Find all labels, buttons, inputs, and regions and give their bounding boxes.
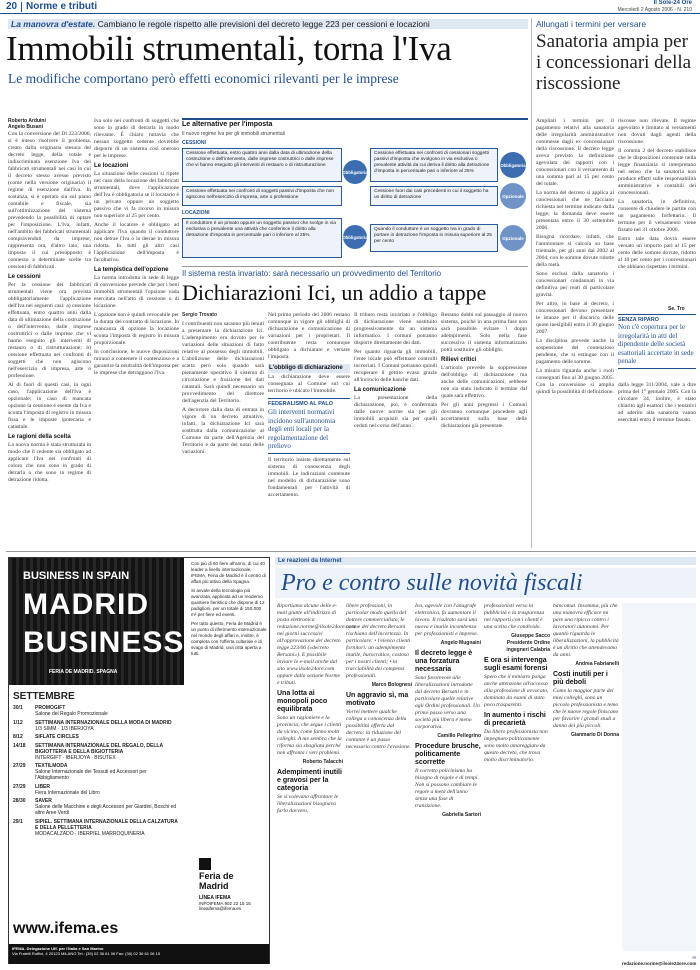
ad-banner <box>9 558 184 685</box>
riparo-text: Non c'è copertura per le irregolarità in atti del dipendente delle società esattoriali accertate in sede penale <box>618 323 694 365</box>
main-paragraph: In conclusione, le nuove disposizioni mirano a contenere il contenzioso e a garantire la neutralità dell'imposta per le imprese che detraggono l'Iva. <box>94 349 179 376</box>
ici-paragraph: Nel primo periodo del 2006 restano comunque in vigore gli obblighi di dichiarazione e comunicazione di variazioni per i proprietari. Il contribuente resta comunque obbligato a dichiarare e versare l'imposta. <box>268 312 350 360</box>
letter-body: bancomat. Insomma, più che una manovra efficace mi pare una ripicca contro i lavoratori autonomi. Per quanto riguarda le liberalizzazioni, la pubblicità è un diritto che attendevamo da anni. <box>553 603 619 658</box>
case-text: Cessione effettuata, entro quattro anni dalla data di ultimazione della costruzione o dell'intervento, dalle imprese costruttrici o dalle imprese che vi hanno eseguito gli interventi di restauro o di ristrutturazione <box>186 151 334 168</box>
side-paragraph: Il comma 2 del decreto stabilisce che le disposizioni contenute nella legge finanziaria si interpretano nel senso che la sanatoria non produce effetti sulle responsabilità amministrative e contabili dei concessionari. <box>618 148 696 196</box>
letter-body: Da libero professionista non impegnato politicamente sono molto amareggiato da questo decreto, che trova molto discriminatorio. <box>484 729 548 763</box>
event-body <box>35 784 100 796</box>
subhead-opzione: La tempistica dell'opzione <box>94 267 169 273</box>
event-row <box>13 798 181 816</box>
cessione-case-2 <box>182 186 342 206</box>
ad-text: Si avvale della tecnologia più avanzata, applicata ad un moderno quartiere fieristico che dispone di 12 padiglioni, per un totale di 150.000 m² per fiere ed eventi. <box>191 588 265 617</box>
kicker-label: La manovra d'estate. <box>11 19 96 29</box>
ici-paragraph: Il territorio insiste direttamente sul sistema di conoscenza degli immobili. Le indicazioni contenute nel modello di dichiarazione sono fondamentali per l'attività di accertamento. <box>268 456 350 498</box>
event-row <box>13 720 181 732</box>
event-date: 1/12 <box>13 719 23 726</box>
fiscal-right-strip <box>622 603 696 951</box>
letter-title: E ora si intervenga sugli esami forensi <box>484 657 548 672</box>
letter-body: Se si volevano affrontare le liberalizzazioni bisognava farlo davvero. <box>277 794 339 814</box>
side-paragraph: Bisogna ricordare, infatti, che l'ammontare si calcola su base triennale, per gli anni dal 2002 al 2004, con le somme dovute ridotte della metà. <box>536 234 614 268</box>
kicker-text: Cambiano le regole rispetto alle previsioni del decreto legge 223 per cessioni e locazioni <box>97 19 430 29</box>
fiscal-column-5 <box>553 603 619 967</box>
ici-kicker: Il sistema resta invariato: sarà necessario un provvedimento del Territorio <box>182 266 528 278</box>
main-column-2 <box>94 118 179 549</box>
event-date: 14/18 <box>13 742 26 749</box>
event-title: LIBER <box>35 783 50 790</box>
ici-paragraph: La dichiarazione deve essere consegnata al Comune sul cui territorio è ubicato l'immobile. <box>268 374 350 394</box>
subhead-rilievi: Rilievi critici <box>441 357 477 363</box>
letter-title: Un aggravio sì, ma motivato <box>346 692 409 707</box>
letter-title: Una lotta ai monopoli poco equilibrata <box>277 690 328 713</box>
side-divider <box>531 18 532 548</box>
side-paragraph: Ampliati i termini per il pagamento relativi alla sanatoria delle irregolarità amministrative commesse dagli ex concessionari della riscossione. Il decreto legge aveva previsto la definizione agevolata dei rapporti con i concessionari con il versamento di una somma pari al 15 per cento del totale. <box>536 118 614 187</box>
side-paragraph: dalla legge 311/2004, vale a dire prima del 1° gennaio 2005. Con la circolare 34, inoltre, è stato chiarito agli esattori che i tentativi ad aderire alla sanatoria vanno esercitati entro il termine fissato. <box>618 382 696 423</box>
opzionale-tag <box>500 225 526 251</box>
opzionale-tag <box>500 183 526 209</box>
main-paragraph: Con la conversione del Dl 223/2006, si è inteso risolvere il problema, creato dalla originaria stesura del decreto legge, della totale e indiscriminata esenzione Iva dei fabbricati strumentali nei casi in cui il decreto stesso avesse previsto (come nella versione originaria) il regime di esenzione dall'Iva. In sostanza, si è operato sia sul piano contabile e fiscale, sia sull'ottimizzazione del sistema prevedendo la possibilità di optare per l'imposizione. L'Iva, infatti, nell'ambito dei fabbricati strumentali compravenduti da imprese, rappresenta ora, d'altro lato, una imposta il cui presupposto è connesso a determinate scelte tra cessioni di fabbricati. <box>8 131 91 270</box>
letter-author: Camillo Pellegrino <box>437 733 481 739</box>
event-body <box>35 763 181 781</box>
ad-text: Per tutto questo, Feria de Madrid è un punto di riferimento internazionale nel mondo degli affari e, inoltre, è completa con l'offerta culturale e di svago di Madrid, una città aperta a tutti. <box>191 621 267 656</box>
event-body <box>35 819 181 837</box>
side-paragraph: La misura riguarda anche i ruoli consegnati fino al 30 giugno 2005. Con la conversione si amplia quindi la possibilità di definizione. <box>536 368 614 395</box>
section-title: Norme e tributi <box>26 1 98 12</box>
event-title: TEXTILMODA <box>35 763 68 769</box>
feria-logo <box>199 858 265 911</box>
event-date: 29/1 <box>13 818 23 825</box>
tag-label: Opzionale <box>502 235 524 241</box>
case-text: Quando il conduttore è un soggetto Iva in grado di portare in detrazione l'imposta in misura superiore al 25 per cento <box>374 227 492 244</box>
letter-author: Marco Bolognesi <box>371 682 412 688</box>
side-column-2-bottom <box>618 382 696 548</box>
event-subtitle: INTERGIFT · IBERJOYA · BISUTEX <box>35 754 116 761</box>
letter-body: Vorrei mettere qualche collega a conoscenza della possibilità offerta dal decreto: la riduzione del contante è un passo necessario contro l'evasione. <box>346 709 411 750</box>
ici-paragraph: Restano dubbi sul passaggio al nuovo sistema, poiché in una prima fase non sarà possibile evitare i doppi adempimenti. Solo nella fase successiva il sistema informatizzato potrà sostituire gli obblighi. <box>441 312 527 353</box>
letter-author: Angelo Mugnaini <box>440 640 481 646</box>
letter-body: libere professioni, in particolar modo quella del dottore commercialista, le norme del decreto Bersani rischiano dell'incertezza. In particolare: • l'elenco clienti fornitori: un adempimento inutile, burocratico, costoso per i nostri clienti; • la tracciabilità dei compensi professionali. <box>346 603 411 679</box>
ici-column-2 <box>268 312 350 549</box>
event-subtitle: Salone Internazionale dei Tessuti ed Accessori per l'Abbigliamento <box>35 769 147 781</box>
fiscal-email-footer <box>622 955 696 966</box>
events-month: SETTEMBRE <box>13 691 75 702</box>
side-paragraph: Entro tale data dovrà essere versato un importo pari al 15 per cento delle somme dovute, ridotto al 10 per cento per i concessionari che abbiano rispettato i termini. <box>618 236 696 270</box>
ifema-footer <box>9 944 269 964</box>
ici-paragraph: I contribuenti non saranno più tenuti a presentare la dichiarazione Ici. L'adempimento era dovuto per le variazioni delle situazioni di fatto relative al possesso degli immobili. L'abolizione delle dichiarazioni scatta però solo quando sarà pienamente operativo il sistema di circolazione e fruizione dei dati catastali. Sarà quindi necessario un provvedimento del direttore dell'agenzia del Territorio. <box>182 321 264 404</box>
box-subtitle: Il nuovo regime Iva per gli immobili strumentali <box>182 131 285 137</box>
event-body <box>35 798 181 816</box>
cessione-case-4 <box>370 186 498 206</box>
feria-mark <box>199 858 211 870</box>
side-paragraph: La sanatoria, in definitiva, consente di chiudere le partite con un pagamento forfettario. Il termine per il versamento viene fissato nel 31 ottobre 2006. <box>618 199 696 233</box>
cessioni-label: CESSIONI <box>182 140 206 146</box>
divider-bar <box>21 2 22 12</box>
ifema-advertisement <box>8 557 270 964</box>
linea-web: lineaifema@ifema.es <box>199 906 242 911</box>
tag-label: Obbligatoria <box>342 234 368 240</box>
issue-date: Mercoledì 2 Agosto 2006 - N. 210 <box>617 7 692 13</box>
side-paragraph: Sono esclusi dalla sanatoria i concessionari condannati in via definitiva per reati di particolare gravità. <box>536 271 614 298</box>
locazioni-label: LOCAZIONI <box>182 210 210 216</box>
letter-title: Il decreto legge è una forzatura necessaria <box>415 650 473 673</box>
letter-body: Spero che il ministro ponga anche attenzione all'accesso alla professione di avvocato, dominato da esami di stato poco trasparenti. <box>484 674 549 708</box>
letter-body: Iva, agevole con l'anagrafe elettronica, fa aumentare il lavoro. Il risultato sarà una nuova e inutile incombenza per professionisti e imprese. <box>415 603 478 637</box>
letter-body: Sono un ragioniere e la provincia, che segue i clienti da vicino, come fanno molti colleghi. A me sembra che la riforma sia sbagliata perché non affronta i veri problemi. <box>277 715 342 756</box>
case-text: Cessione effettuata nei confronti di soggetti passivi d'imposta che non agiscono nell'esercizio di impresa, arte o professione <box>186 189 335 200</box>
event-title: SETTIMANA INTERNAZIONALE DELLA MODA DI MADRID <box>35 719 172 726</box>
ad-description <box>191 561 267 657</box>
ici-author: Sergio Trovato <box>182 312 218 318</box>
event-date: 27/29 <box>13 783 26 790</box>
ad-text: Con più di 60 fiere all'anno, di cui 40 leader a livello internazionale, IFEMA, Feria de Madrid è il centro di affari più attivo della Spagna. <box>191 561 266 584</box>
event-date: 28/30 <box>13 798 26 804</box>
event-title: PROMOGIFT <box>35 705 66 711</box>
box-title: Le alternative per l'imposta <box>182 121 273 128</box>
feria-name: Feria de Madrid <box>199 871 234 891</box>
side-author: Se. Tro <box>668 306 685 312</box>
event-title: SIPIEL. SETTIMANA INTERNAZIONALE DELLA CALZATURA E DELLA PELLETTERIA <box>35 818 178 831</box>
letter-title: Procedure brusche, politicamente scorrette <box>415 743 481 766</box>
main-headline: Immobili strumentali, torna l'Iva <box>6 29 452 68</box>
main-paragraph: La situazione delle cessioni si ripete nel caso della locazione dei fabbricati strumentali, dove l'applicazione dell'Iva è obbligatoria se il locatario è un privato oppure un soggetto passivo che vi fa ricorso in misura non superiore al 25 per cento. <box>94 171 179 219</box>
letter-author: Gabriella Sartori <box>442 812 481 818</box>
fiscal-column-3 <box>415 603 481 967</box>
event-title: SETTIMANA INTERNAZIONALE DEL REGALO, DELLA BIGIOTTERIA E DELLA BIGIOTTERIA <box>35 742 163 755</box>
letter-body: professionisti verso la pubblicità e la trasparenza nei rapporti con i clienti è una scelta che condivido. <box>484 603 545 630</box>
letter-author: Giuseppe Sacco Presidente Ordine ingegneri Calabria <box>506 633 550 653</box>
side-column-2 <box>618 118 696 306</box>
federalismo-title: FEDERALISMO AL PALO <box>268 401 333 407</box>
event-row <box>13 705 181 717</box>
main-paragraph: La norma introdotta in sede di legge di conversione prevede che per i beni immobili strumentali l'opzione vada esercitata nell'atto di cessione o di locazione. <box>94 275 179 309</box>
events-list <box>13 705 181 837</box>
event-title: SIFLATE CIRCLES <box>35 734 79 740</box>
main-paragraph: Per la cessione dei fabbricati strumentali viene ora prevista obbligatoriamente l'applicazione dell'Iva nei seguenti casi: a) cessione effettuata, entro quattro anni dalla data di ultimazione della costruzione o dell'intervento, dalle imprese costruttrici o dalle imprese che vi hanno eseguito gli interventi di restauro o di ristrutturazione; b) cessione effettuata nei confronti di soggetti che non agiscono nell'esercizio di impresa, arte o professione. <box>8 282 91 379</box>
tag-label: Opzionale <box>502 193 524 199</box>
footer-email: redazione.norme@ilsole24ore.com <box>622 961 697 966</box>
letter-title: In aumento i rischi di precarietà <box>484 712 546 727</box>
event-body <box>35 734 79 740</box>
fiscal-column-1 <box>277 603 356 967</box>
ad-events <box>13 691 181 839</box>
page-header <box>0 0 700 14</box>
subhead-comunicazione: La comunicazione <box>354 387 407 393</box>
main-paragraph: Al di fuori di questi casi, in ogni caso, l'applicazione dell'Iva è opzionale; in caso di mancata opzione la cessione è esente da Iva e sconta l'imposta di registro in misura fissa e le imposte ipotecaria e catastale. <box>8 382 91 430</box>
ifema-web: www.ifema.es <box>13 920 119 937</box>
mail-icon: ✉ <box>692 955 696 960</box>
cessione-case-3 <box>370 148 498 182</box>
ifema-address: Via Fratelli Ruffini, 4 20123 MILANO Tel.: (39) 02 36 61 06 Fax: (39) 02 36 61 06 15 <box>12 951 161 956</box>
case-text: Il conduttore è un privato oppure un soggetto passivo che svolge in via esclusiva o prevalente una attività che conferisce il diritto alla detrazione d'imposta in percentuale pari o inferiore al 25% <box>186 221 336 238</box>
event-body <box>35 705 108 717</box>
obbligatoria-tag <box>500 152 526 178</box>
side-kicker: Allungati i termini per versare <box>536 19 647 29</box>
event-subtitle: MODACALZADO · IBERPIEL MARROQUINERIA <box>35 830 145 837</box>
side-column-1 <box>536 118 614 548</box>
ici-paragraph: Per gli anni pregressi i Comuni dovranno comunque procedere agli accertamenti sulla base delle dichiarazioni già presentate. <box>441 402 527 429</box>
obbligatoria-tag <box>343 160 367 184</box>
subhead-locazioni: Le locazioni <box>94 163 129 169</box>
ici-paragraph: Il tributo resta invariato e l'obbligo di dichiarazione viene sostituito progressivamente da un sistema informatico. I comuni potranno disporre direttamente dei dati. <box>354 312 437 346</box>
locazione-case-2 <box>370 224 498 252</box>
side-headline: Sanatoria ampia per i concessionari della riscossione <box>536 31 692 94</box>
ad-line-4: FERIA DE MADRID. SPAGNA <box>49 669 118 675</box>
event-row <box>13 734 181 740</box>
cessione-case-1 <box>182 148 342 182</box>
event-body <box>35 743 181 761</box>
subhead-obbligo: L'obbligo di dichiarazione <box>268 364 350 373</box>
main-column-1 <box>8 131 91 549</box>
ici-column-1 <box>182 312 264 549</box>
senza-riparo-box <box>618 314 696 369</box>
event-subtitle: 1/3 SIMM · 1/3 IBERJOYA <box>35 725 94 732</box>
letter-title: Adempimenti inutili e gravosi per la categoria <box>277 769 342 792</box>
linea-label: LÍNEA IFEMA <box>199 895 231 901</box>
event-date: 8/12 <box>13 734 23 740</box>
section-rule <box>6 551 696 552</box>
letter-title: Costi inutili per i più deboli <box>553 671 608 686</box>
ad-line-3: BUSINESS <box>23 626 185 659</box>
fiscal-column-2 <box>346 603 412 967</box>
event-row <box>13 743 181 761</box>
ifema-info: IFEMA. Delegazione Uff. per l'Italia e San Marino <box>12 946 104 951</box>
ici-column-3 <box>354 312 437 549</box>
locazione-case-1 <box>182 218 342 258</box>
main-paragraph: L'opzione non è quindi revocabile per la durata del contratto di locazione. In mancanza di opzione la locazione sconta l'imposta di registro in misura proporzionale. <box>94 312 179 346</box>
letter-author: Gianmario Di Donna <box>570 732 619 738</box>
side-paragraph: La disciplina prevede anche la sospensione del contenzioso pendente, che si estingue con il pagamento delle somme. <box>536 338 614 365</box>
tag-label: Obbligatoria <box>342 169 368 175</box>
ici-headline: Dichiarazioni Ici, un addio a tappe <box>182 280 487 305</box>
riparo-title: SENZA RIPARO <box>618 317 659 323</box>
ici-column-4 <box>441 312 527 549</box>
event-subtitle: Salone del Regalo Promozionale <box>35 711 108 717</box>
federalismo-text: Gli interventi normativi incidono sull'autonomia degli enti locali per la regolamentazione del prelievo <box>268 408 336 450</box>
letter-author: Roberto Talacchi <box>302 759 343 765</box>
side-paragraph: Per altro, in base al decreto, i concessionari devono presentare le istanze per il discarico delle quote inesigibili entro il 30 giugno 2007. <box>536 301 614 335</box>
ici-paragraph: L'articolo prevede la soppressione dell'obbligo di dichiarazione ma anche delle comunicazioni, sebbene non sia stato indicato il termine dal quale sarà effettivo. <box>441 365 527 399</box>
ad-line-2: MADRID <box>23 588 149 621</box>
event-row <box>13 763 181 781</box>
ici-paragraph: Per quanto riguarda gli immobili, l'ente locale può effettuare controlli incrociati. I Comuni potranno quindi recuperare il gettito evaso grazie all'incrocio delle banche dati. <box>354 349 437 383</box>
main-paragraph: Iva solo nei confronti di soggetti che sono in grado di detrarla in modo rilevante. È chiaro tuttavia che nessun soggetto cedente dovrebbe disporre di un sistema così oneroso per le imprese. <box>94 118 179 159</box>
letter-author: Andrea Fabrianelli <box>575 661 619 667</box>
main-kicker <box>8 19 528 29</box>
event-body <box>35 720 172 732</box>
main-subhead: Le modifiche comportano però effetti economici rilevanti per le imprese <box>8 71 399 86</box>
ici-paragraph: La presentazione della dichiarazione, poi, è confermata dalle nuove norme sia per gli immobili acquisiti sia per quelli ceduti nel corso dell'anno. <box>354 395 437 429</box>
fiscal-headline: Pro e contro sulle novità fiscali <box>275 568 696 598</box>
page-number: 20 <box>6 1 18 12</box>
obbligatoria-tag <box>343 225 367 249</box>
subhead-cessioni: Le cessioni <box>8 274 41 280</box>
event-subtitle: Fiera Internazionale del Libro <box>35 789 100 796</box>
fiscal-intro: Riportiamo alcune delle e-mail giunte all'indirizzo di posta elettronica redazione.norme@ilsole24ore.com nei giorni successivi all'approvazione del decreto legge 223/06 («decreto Bersani»). E possibile inviare le e-mail anche dal sito www.ilsole24ore.com oppure dalla sezione Norme e tributi. <box>277 603 356 686</box>
main-authors: Roberto Arduini Angelo Busani <box>8 118 46 130</box>
newspaper-name: Il Sole-24 Ore <box>653 0 692 6</box>
case-text: Cessione fuori dai casi precedenti in cui il soggetto ha un diritto di detrazione <box>374 189 489 200</box>
event-title: SAVER <box>35 798 52 804</box>
tag-label: Obbligatoria <box>500 162 526 168</box>
fiscal-column-4 <box>484 603 550 967</box>
federalismo-box <box>268 398 350 454</box>
ad-line-1: BUSINESS IN SPAIN <box>23 570 130 582</box>
event-row <box>13 819 181 837</box>
event-date: 27/29 <box>13 763 26 769</box>
case-text: Cessione effettuata nei confronti di cessionari soggetti passivi d'imposta che svolgono in via esclusiva o prevalente attività da cui deriva il diritto alla detrazione d'imposta in percentuale pari o inferiore al 25% <box>374 151 490 174</box>
letter-body: Come la maggior parte dei miei colleghi, sono un piccolo professionista e temo che le nuove regole finiscano per favorire i grandi studi a danno dei più piccoli. <box>553 688 619 729</box>
event-date: 30/1 <box>13 705 23 711</box>
linea-tel: INFOIFEMA 902 22 15 15 <box>199 901 251 906</box>
fiscal-kicker: Le reazioni da Internet <box>275 557 696 565</box>
event-row <box>13 784 181 796</box>
letter-body: Sono favorevole alle liberalizzazioni introdotte dal decreto Bersani e in particolare quelle relative agli Ordini professionali. Un primo passo verso una società più libera e meno corporativa. <box>415 675 480 730</box>
event-subtitle: Salone delle Macchine e degli Accessori per Giardini, Boschi ed altre Aree Verdi <box>35 804 177 816</box>
side-paragraph: riscosse non rilevate. Il regime agevolato è limitato ai versamenti non dovuti dagli agenti della riscossione. <box>618 118 696 145</box>
side-paragraph: La norma del decreto si applica ai concessionari che ne facciano richiesta nel termine indicato dalla legge; la domanda deve essere presentata entro il 30 settembre 2006. <box>536 190 614 231</box>
ici-paragraph: A decorrere dalla data di entrata in vigore di un decreto attuativo, infatti, la dichiarazione Ici sarà sostituita dalla comunicazione al Comune da parte dell'Agenzia del Territorio e da parte dei notai delle variazioni. <box>182 407 264 455</box>
main-paragraph: La nuova norma è stata strutturata in modo che il cedente sia obbligato ad applicare l'Iva nei confronti di coloro che non sono in grado di detrarla o che sono in regime di detrazione ridotta. <box>8 442 91 483</box>
subhead-ragioni: Le ragioni della scelta <box>8 434 71 440</box>
main-paragraph: Anche il locatore è obbligato ad applicare l'Iva quando il conduttore non detrae l'Iva o la detrae in misura ridotta. In tutti gli altri casi l'applicazione dell'imposta è facoltativa. <box>94 222 179 263</box>
alternatives-box <box>182 118 528 259</box>
letter-body: Il corretto policinismo ha bisogno di regole e di tempi. Non si possono cambiare le regole a metà dell'anno senza una fase di transizione. <box>415 768 479 809</box>
